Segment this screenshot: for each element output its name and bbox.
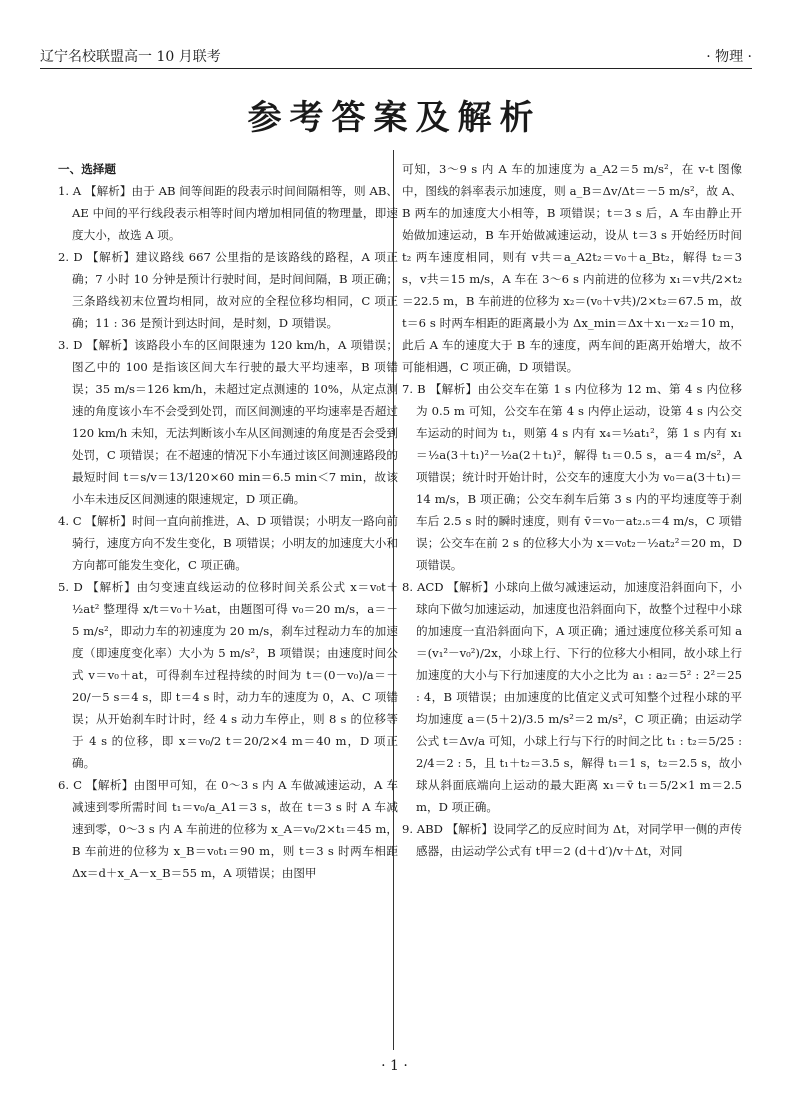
- answer-item-3: 3. D 【解析】该路段小车的区间限速为 120 km/h，A 项错误；图乙中的 100 是指该区间大车行驶的最大平均速率，B 项错误；35 m/s＝126 km/h，未超过定点测速的 10%，从定点测速的角度该小车不会受到处罚，而区间测速的平均速率是否超过 120 km/h 未知，无法判断该小车从区间测速的角度是否会受到处罚，C 项错误；在不超速的情况下小车通过该区间测速路段的最短时间 t＝s/v＝13/120×60 min＝6.5 min＜7 min，故该小车未违反区间测速的限速规定，D 项正确。: [58, 338, 398, 506]
- answer-item-6-cont: 可知，3～9 s 内 A 车的加速度为 a_A2＝5 m/s²，在 v-t 图像中，图线的斜率表示加速度，则 a_B＝Δv/Δt＝－5 m/s²，故 A、B 两车的加速度大小相等，B 项错误；t＝3 s 后，A 车由静止开始做加速运动，B 车开始做减速运动，设从 t＝3 s 开始经历时间 t₂ 两车速度相同，则有 v共＝a_A2t₂＝v₀＋a_Bt₂，解得 t₂＝3 s，v共＝15 m/s，A 车在 3～6 s 内前进的位移为 x₁＝v共/2×t₂＝22.5 m，B 车前进的位移为 x₂＝(v₀＋v共)/2×t₂＝67.5 m，故 t＝6 s 时两车相距的距离最小为 Δx_min＝Δx＋x₁－x₂＝10 m，此后 A 车的速度大于 B 车的速度，两车间的距离开始增大，故不可能相遇，C 项正确，D 项错误。: [402, 162, 742, 374]
- answer-item-2: 2. D 【解析】建议路线 667 公里指的是该路线的路程，A 项正确；7 小时 10 分钟是预计行驶时间，是时间间隔，B 项正确；三条路线初末位置均相同，故对应的全程位移均相同，C 项正确；11 : 36 是预计到达时间，是时刻，D 项错误。: [58, 250, 398, 330]
- answer-item-8: 8. ACD 【解析】小球向上做匀减速运动，加速度沿斜面向下，小球向下做匀加速运动，加速度也沿斜面向下，故整个过程中小球的加速度一直沿斜面向下，A 项正确；通过速度位移关系可知 a＝(v₁²－v₀²)/2x，小球上行、下行的位移大小相同，故小球上行加速度的大小与下行加速度的大小之比为 a₁ : a₂＝5² : 2²＝25 : 4，B 项错误；由加速度的比值定义式可知整个过程小球的平均加速度 a＝(5＋2)/3.5 m/s²＝2 m/s²，C 项正确；由运动学公式 t＝Δv/a 可知，小球上行与下行的时间之比 t₁ : t₂＝5/25 : 2/4＝2 : 5，且 t₁＋t₂＝3.5 s，解得 t₁＝1 s，t₂＝2.5 s，故小球从斜面底端向上运动的最大距离 x₁＝v̄ t₁＝5/2×1 m＝2.5 m，D 项正确。: [402, 580, 742, 814]
- answer-item-4: 4. C 【解析】时间一直向前推进，A、D 项错误；小明友一路向前骑行，速度方向不发生变化，B 项错误；小明友的加速度大小和方向都可能发生变化，C 项正确。: [58, 514, 398, 572]
- left-column: [58, 158, 398, 884]
- answer-item-9: 9. ABD 【解析】设同学乙的反应时间为 Δt，对同学甲一侧的声传感器，由运动学公式有 t甲＝2 (d＋d′)/v＋Δt，对同: [402, 822, 742, 858]
- page-header: [40, 44, 752, 69]
- answer-item-6: 6. C 【解析】由图甲可知，在 0～3 s 内 A 车做减速运动，A 车减速到零所需时间 t₁＝v₀/a_A1＝3 s，故在 t＝3 s 时 A 车减速到零，0～3 s 内 A 车前进的位移为 x_A＝v₀/2×t₁＝45 m，B 车前进的位移为 x_B＝v₀t₁＝90 m，则 t＝3 s 时两车相距 Δx＝d＋x_A－x_B＝55 m，A 项错误；由图甲: [58, 778, 398, 880]
- section-heading: 一、选择题: [58, 162, 116, 176]
- page-number: · 1 ·: [381, 1058, 408, 1074]
- answer-item-7: 7. B 【解析】由公交车在第 1 s 内位移为 12 m、第 4 s 内位移为 0.5 m 可知，公交车在第 4 s 内停止运动，设第 4 s 内公交车运动的时间为 t₁，则第 4 s 内有 x₄＝½at₁²，第 1 s 内有 x₁＝½a(3＋t₁)²－½a(2＋t₁)²，解得 t₁＝0.5 s，a＝4 m/s²，A 项错误；统计时开始计时，公交车的速度大小为 v₀＝a(3＋t₁)＝14 m/s，B 项正确；公交车刹车后第 3 s 内的平均速度等于刹车后 2.5 s 时的瞬时速度，则有 v̄＝v₀－at₂.₅＝4 m/s，C 项错误；公交车在前 2 s 的位移大小为 x＝v₀t₂－½at₂²＝20 m，D 项错误。: [402, 382, 742, 572]
- subject-label: · 物理 ·: [706, 49, 752, 65]
- right-column: [402, 158, 742, 862]
- answer-item-1: 1. A 【解析】由于 AB 间等间距的段表示时间间隔相等，则 AB、AE 中间的平行线段表示相等时间内增加相同值的物理量，即速度大小，故选 A 项。: [58, 184, 398, 242]
- answer-item-5: 5. D 【解析】由匀变速直线运动的位移时间关系公式 x＝v₀t＋½at² 整理得 x/t＝v₀＋½at，由题图可得 v₀＝20 m/s，a＝－5 m/s²，即动力车的初速度为 20 m/s，刹车过程动力车的加速度（即速度变化率）大小为 5 m/s²，B 项错误；由速度时间公式 v＝v₀＋at，可得刹车过程持续的时间为 t＝(0－v₀)/a＝－20/－5 s＝4 s，即 t＝4 s 时，动力车的速度为 0，A、C 项错误；从开始刹车时计时，经 4 s 动力车停止，则 8 s 的位移等于 4 s 的位移，即 x＝v₀/2 t＝20/2×4 m＝40 m，D 项正确。: [58, 580, 398, 770]
- exam-name: 辽宁名校联盟高一 10 月联考: [40, 49, 221, 65]
- page-title: 参考答案及解析: [247, 98, 542, 138]
